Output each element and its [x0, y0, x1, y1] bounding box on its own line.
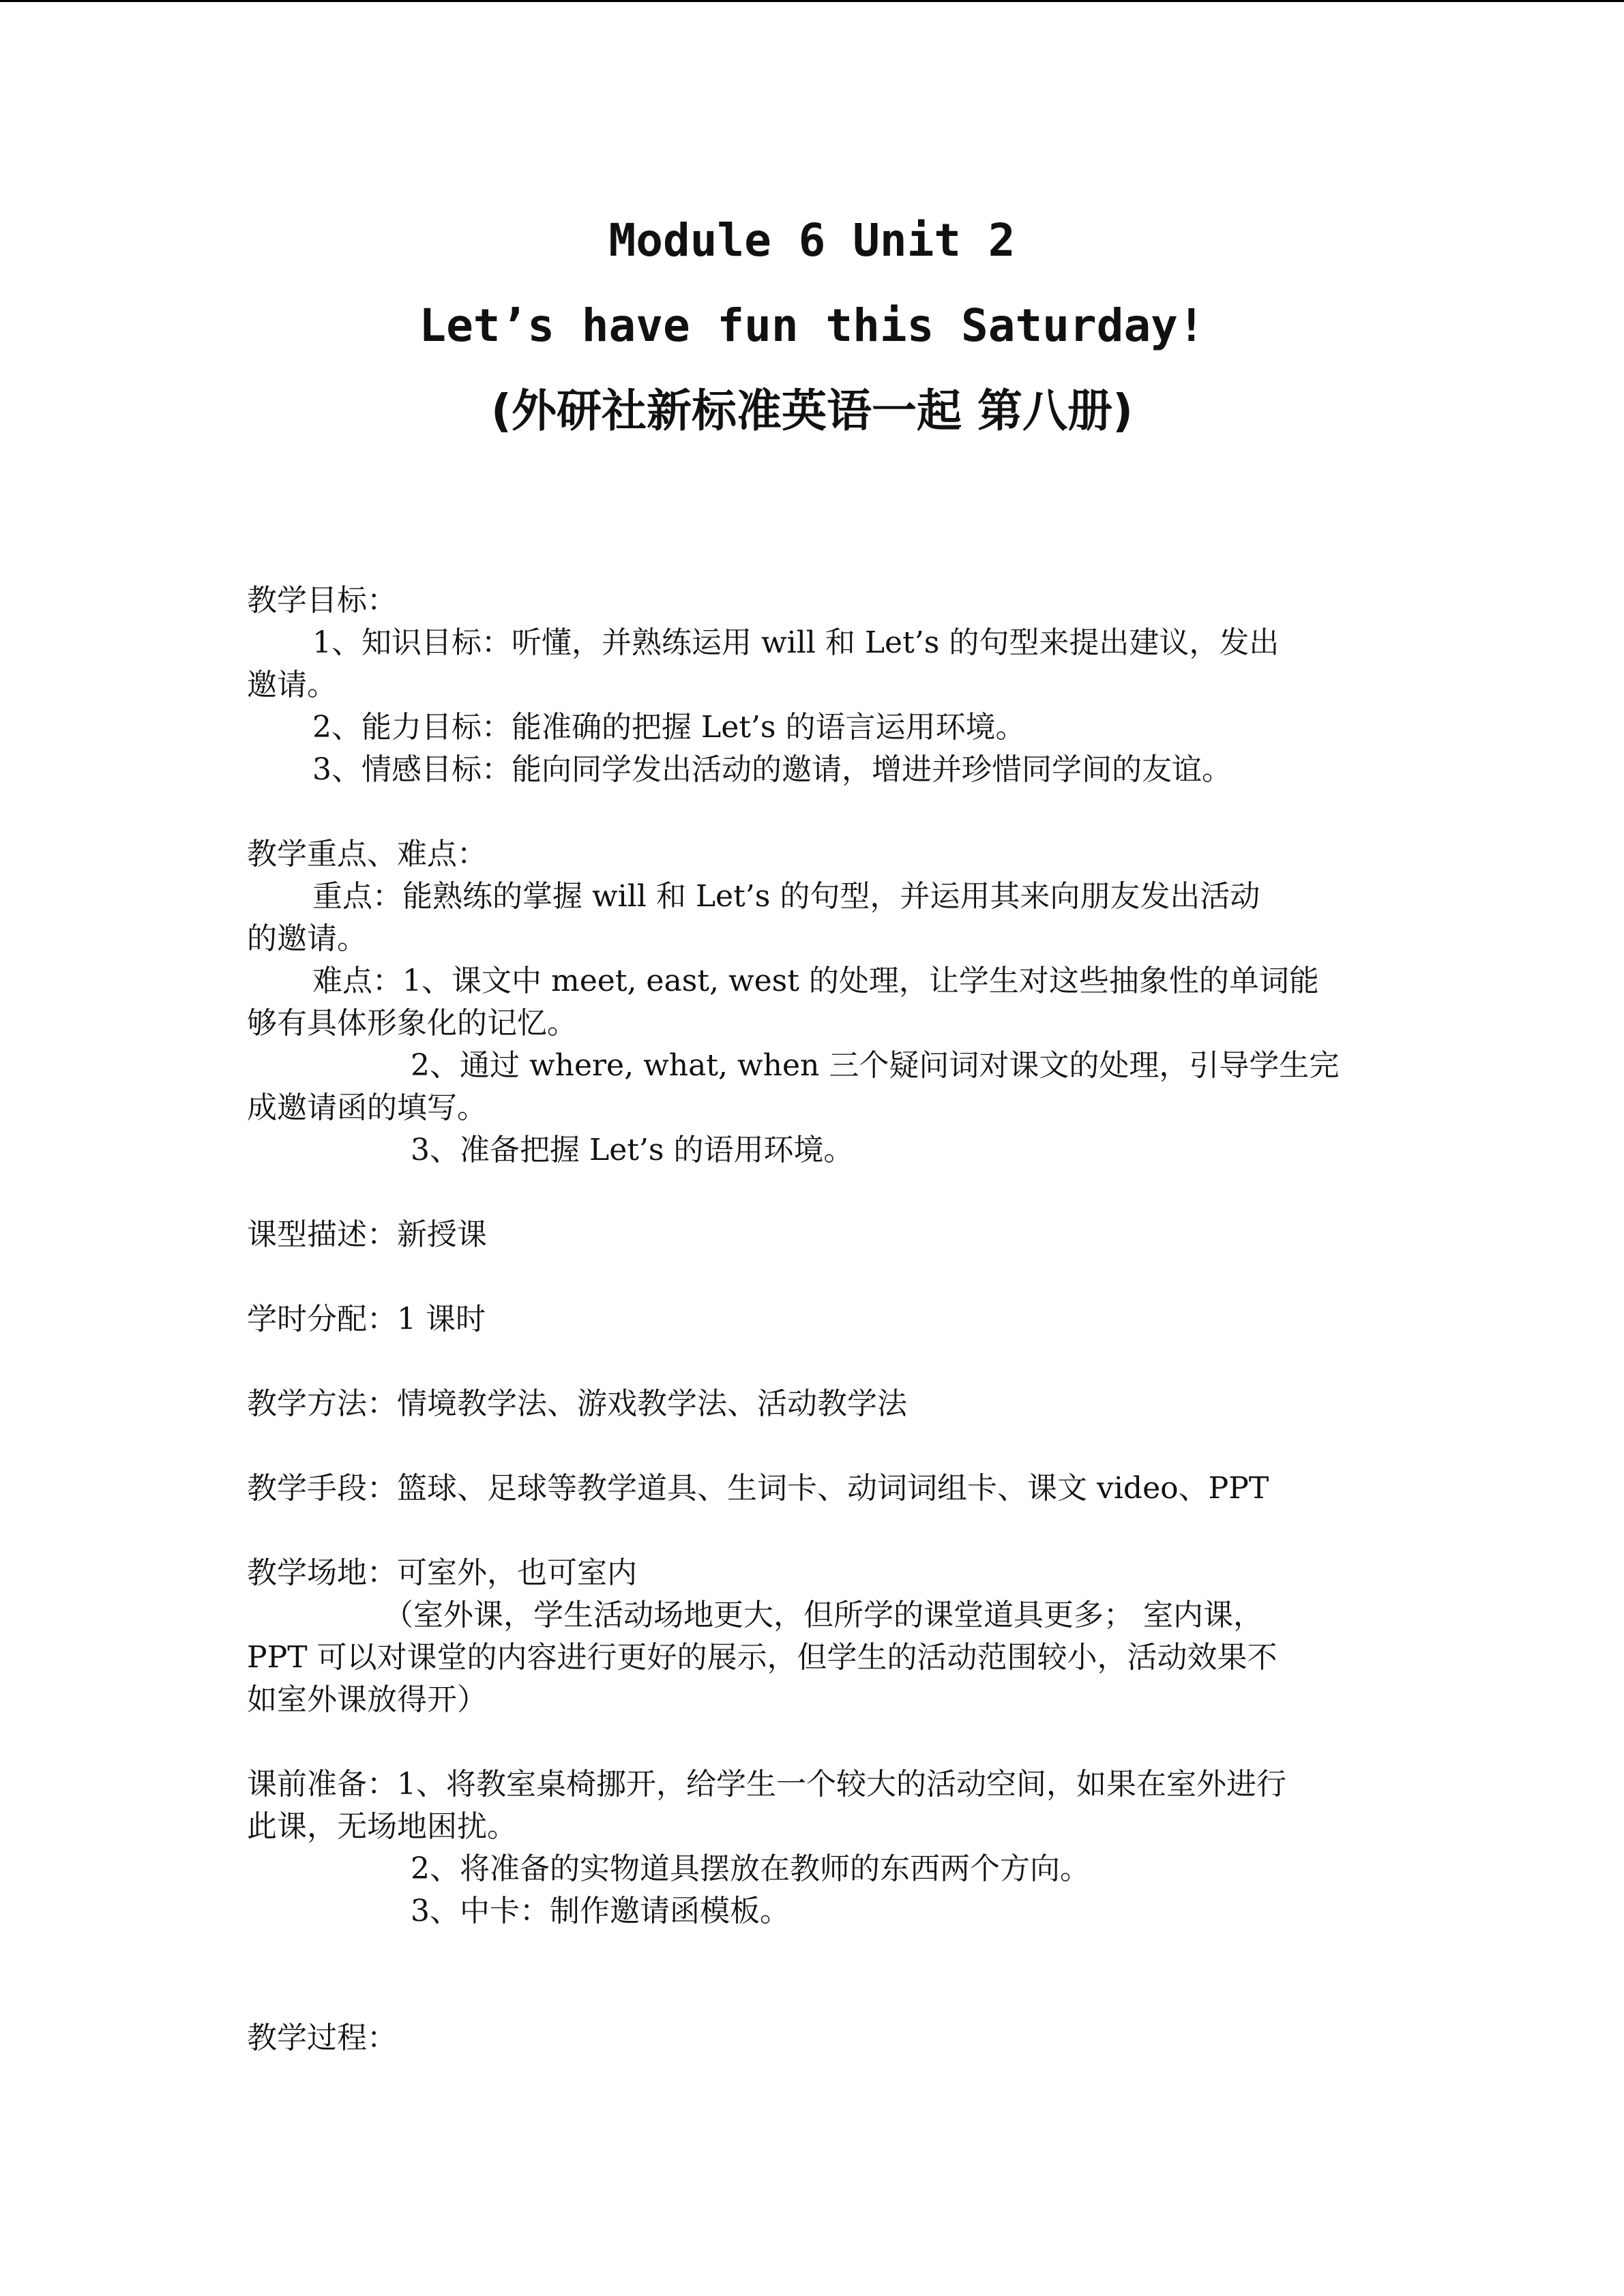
objective-ability: 2、能力目标：能准确的把握 Let’s 的语言运用环境。 [312, 710, 1026, 745]
preparation-1-cont: 此课，无场地困扰。 [247, 1809, 517, 1844]
title-module-unit: Module 6 Unit 2 [608, 214, 1016, 267]
key-points-heading: 教学重点、难点： [247, 837, 487, 871]
objective-knowledge-cont: 邀请。 [247, 668, 337, 702]
spacer [247, 1341, 1379, 1383]
spacer [247, 1172, 1379, 1214]
spacer [247, 1975, 1379, 2017]
spacer [247, 1933, 1379, 1975]
title-lesson: Let’s have fun this Saturday! [419, 299, 1205, 352]
teaching-tools: 教学手段：篮球、足球等教学道具、生词卡、动词词组卡、课文 video、PPT [247, 1471, 1269, 1506]
difficulty-1: 难点：1、课文中 meet, east, west 的处理，让学生对这些抽象性的单词能 [312, 964, 1319, 998]
preparation-2: 2、将准备的实物道具摆放在教师的东西两个方向。 [411, 1851, 1090, 1886]
venue-note: （室外课，学生活动场地更大，但所学的课堂道具更多； 室内课， [383, 1598, 1263, 1632]
spacer [247, 1510, 1379, 1552]
spacer [247, 1256, 1379, 1298]
class-hours: 学时分配：1 课时 [247, 1302, 486, 1337]
difficulty-1-cont: 够有具体形象化的记忆。 [247, 1006, 577, 1041]
spacer [247, 1721, 1379, 1763]
preparation-1: 课前准备：1、将教室桌椅挪开，给学生一个较大的活动空间，如果在室外进行 [247, 1767, 1286, 1802]
title-textbook: (外研社新标准英语一起 第八册) [490, 385, 1134, 437]
objective-emotion: 3、情感目标：能向同学发出活动的邀请，增进并珍惜同学间的友谊。 [312, 752, 1232, 787]
difficulty-2-cont: 成邀请函的填写。 [247, 1090, 487, 1125]
spacer [247, 1425, 1379, 1467]
document-body [247, 580, 1379, 2059]
difficulty-3: 3、准备把握 Let’s 的语用环境。 [411, 1133, 854, 1167]
venue-note-cont: PPT 可以对课堂的内容进行更好的展示，但学生的活动范围较小，活动效果不 [247, 1640, 1278, 1675]
teaching-venue: 教学场地：可室外，也可室内 [247, 1555, 637, 1590]
venue-note-end: 如室外课放得开） [247, 1682, 487, 1717]
spacer [247, 791, 1379, 833]
preparation-3: 3、中卡：制作邀请函模板。 [411, 1894, 790, 1928]
lesson-type: 课型描述：新授课 [247, 1217, 487, 1252]
teaching-methods: 教学方法：情境教学法、游戏教学法、活动教学法 [247, 1386, 907, 1421]
objectives-heading: 教学目标： [247, 583, 397, 618]
objective-knowledge: 1、知识目标：听懂，并熟练运用 will 和 Let’s 的句型来提出建议，发出 [312, 625, 1280, 660]
key-point: 重点：能熟练的掌握 will 和 Let’s 的句型，并运用其来向朋友发出活动 [312, 879, 1260, 914]
key-point-cont: 的邀请。 [247, 921, 367, 956]
process-heading: 教学过程： [247, 2021, 397, 2055]
difficulty-2: 2、通过 where, what, when 三个疑问词对课文的处理，引导学生完 [411, 1048, 1340, 1083]
